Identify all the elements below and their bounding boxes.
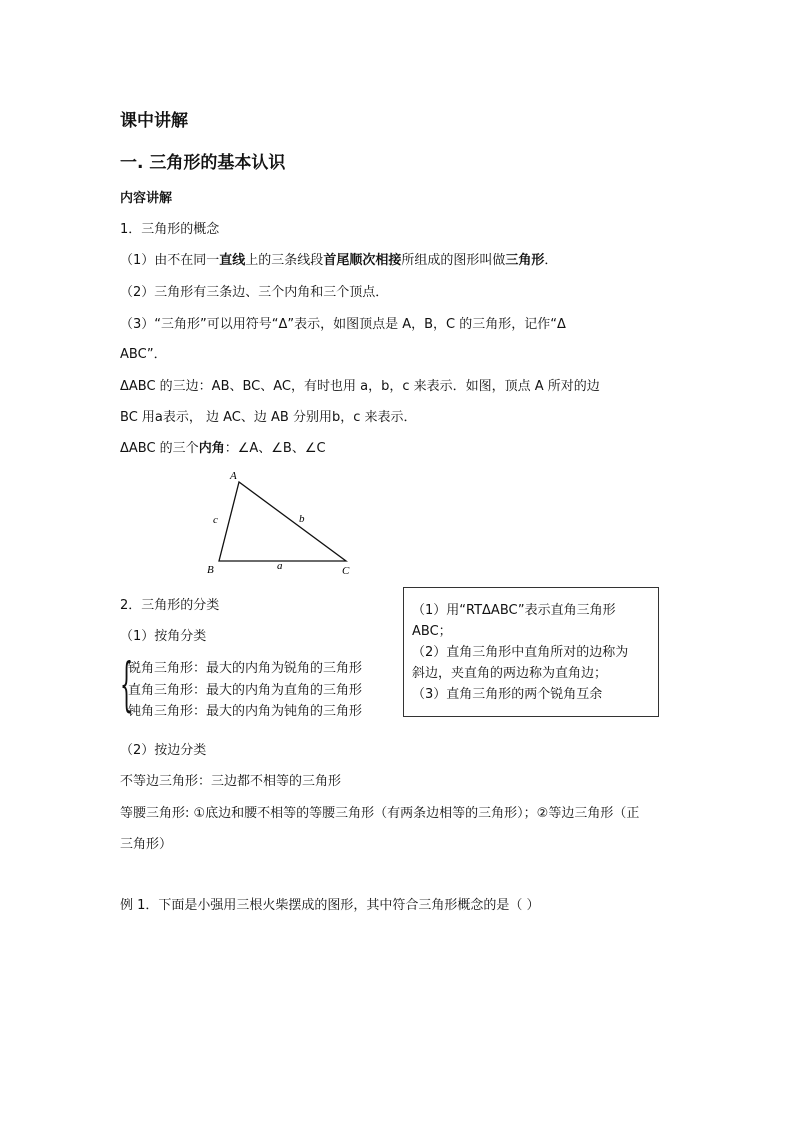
note-line-3: （2）直角三角形中直角所对的边称为 bbox=[412, 645, 629, 660]
vertex-a-label: A bbox=[230, 470, 237, 482]
concept-item-3-line-2: ABC”． bbox=[120, 347, 167, 362]
triangle-figure bbox=[195, 462, 365, 582]
item1-end: ． bbox=[544, 253, 558, 268]
note-line-5: （3）直角三角形的两个锐角互余 bbox=[412, 687, 603, 702]
side-c-label: c bbox=[213, 514, 218, 526]
note-line-1: （1）用“RTΔABC”表示直角三角形 bbox=[412, 603, 616, 618]
obtuse-triangle-def: 钝角三角形：最大的内角为钝角的三角形 bbox=[128, 704, 363, 719]
item1-bold-3: 三角形 bbox=[505, 253, 545, 268]
topic-title: 一. 三角形的基本认识 bbox=[120, 153, 286, 173]
side-a-label: a bbox=[277, 560, 283, 572]
section-title: 课中讲解 bbox=[120, 111, 188, 131]
vertex-c-label: C bbox=[342, 565, 350, 577]
concept-heading: 1．三角形的概念 bbox=[120, 222, 220, 237]
right-triangle-def: 直角三角形：最大的内角为直角的三角形 bbox=[128, 683, 363, 698]
isosceles-def-line-2: 三角形） bbox=[120, 837, 173, 852]
by-side-heading: （2）按边分类 bbox=[120, 743, 207, 758]
by-angle-heading: （1）按角分类 bbox=[120, 629, 207, 644]
acute-triangle-def: 锐角三角形：最大的内角为锐角的三角形 bbox=[128, 661, 363, 676]
side-b-label: b bbox=[299, 513, 305, 525]
item1-text-2: 上的三条线段 bbox=[245, 253, 324, 268]
brace-symbol: { bbox=[120, 650, 133, 718]
angles-pre: ΔABC 的三个 bbox=[120, 441, 199, 456]
angles-line bbox=[120, 437, 326, 456]
scalene-def: 不等边三角形：三边都不相等的三角形 bbox=[120, 774, 342, 789]
item1-text-3: 所组成的图形叫做 bbox=[401, 253, 506, 268]
sides-line-2: BC 用a表示， 边 AC、边 AB 分别用b，c 来表示． bbox=[120, 410, 417, 425]
concept-item-1 bbox=[120, 249, 557, 268]
note-line-4: 斜边，夹直角的两边称为直角边； bbox=[412, 666, 608, 681]
item1-text: （1）由不在同一 bbox=[120, 253, 220, 268]
right-triangle-note-box bbox=[403, 587, 659, 717]
angles-post: ：∠A、∠B、∠C bbox=[224, 441, 326, 456]
sides-line-1: ΔABC 的三边：AB、BC、AC，有时也用 a，b，c 来表示．如图，顶点 A 所对的边 bbox=[120, 379, 600, 394]
vertex-b-label: B bbox=[207, 564, 214, 576]
example-1: 例 1．下面是小强用三根火柴摆成的图形，其中符合三角形概念的是（ ） bbox=[120, 898, 540, 913]
classification-heading: 2．三角形的分类 bbox=[120, 598, 220, 613]
isosceles-def-line-1: 等腰三角形: ①底边和腰不相等的等腰三角形（有两条边相等的三角形）；②等边三角形（正 bbox=[120, 806, 640, 821]
item1-bold-1: 直线 bbox=[219, 253, 246, 268]
concept-item-3-line-1: （3）“三角形”可以用符号“Δ”表示，如图顶点是 A，B，C 的三角形，记作“Δ bbox=[120, 317, 566, 332]
concept-item-2: （2）三角形有三条边、三个内角和三个顶点． bbox=[120, 285, 389, 300]
angles-bold: 内角 bbox=[198, 441, 225, 456]
item1-bold-2: 首尾顺次相接 bbox=[323, 253, 402, 268]
note-line-2: ABC； bbox=[412, 624, 452, 639]
topic-subtitle: 内容讲解 bbox=[120, 191, 173, 206]
triangle-shape bbox=[219, 482, 346, 561]
